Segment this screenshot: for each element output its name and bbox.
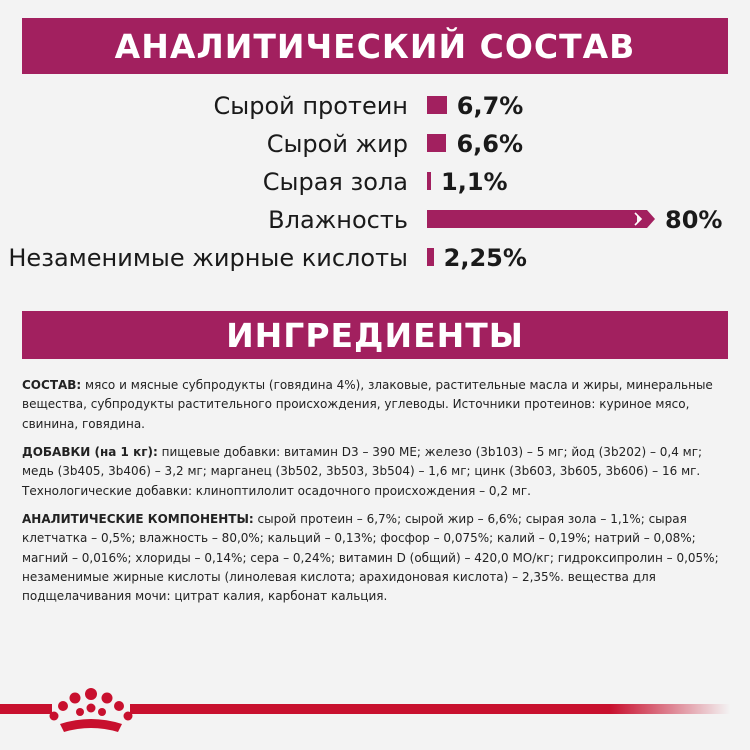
additives-paragraph [22,443,730,501]
analytic-title-banner [22,18,728,74]
composition-label: СОСТАВ: [22,378,82,392]
additives-label: ДОБАВКИ (на 1 кг): [22,445,158,459]
nutrient-label: Влажность [268,206,408,234]
nutrient-bar [427,210,637,228]
nutrient-bar [427,248,434,266]
footer-line-right [130,704,730,714]
nutrient-value: 6,7% [456,92,524,120]
nutrient-bar [427,134,446,152]
composition-paragraph [22,376,730,434]
nutrient-bar [427,172,431,190]
nutrient-row [0,164,750,200]
ingredients-title: ИНГРЕДИЕНТЫ [226,315,524,355]
analytic-title: АНАЛИТИЧЕСКИЙ СОСТАВ [114,26,636,66]
nutrient-value: 2,25% [443,244,527,272]
nutrient-row [0,126,750,162]
nutrient-bar [427,96,447,114]
bar-overflow-arrow-icon [633,210,655,228]
composition-text: мясо и мясные субпродукты (говядина 4%), злаковые, растительные масла и жиры, минеральные вещества, субпродукты растительного происхождения, углеводы. Источники протеинов: куриное мясо, свинина, говядина. [22,378,713,431]
nutrient-value: 6,6% [456,130,524,158]
nutrient-value: 1,1% [441,168,508,196]
nutrient-label: Сырая зола [262,168,408,196]
components-paragraph [22,510,730,606]
royal-canin-crown-icon [48,686,134,734]
nutrient-label: Сырой жир [266,130,408,158]
components-label: АНАЛИТИЧЕСКИЕ КОМПОНЕНТЫ: [22,512,254,526]
nutrient-label: Сырой протеин [213,92,408,120]
additives-text: пищевые добавки: витамин D3 – 390 МЕ; железо (3b103) – 5 мг; йод (3b202) – 0,4 мг; медь (3b405, 3b406) – 3,2 мг; марганец (3b502, 3b503, 3b504) – 1,6 мг; цинк (3b603, 3b605, 3b606) – 16 мг. Технологические добавки: клиноптилолит осадочного происхождения – 0,2 мг. [22,445,703,498]
nutrient-row [0,88,750,124]
nutrient-value: 80% [665,206,723,234]
nutrient-row [0,202,750,238]
nutrient-row [0,240,750,276]
ingredients-title-banner [22,311,728,359]
nutrient-label: Незаменимые жирные кислоты [8,244,408,272]
footer-line-left [0,704,52,714]
components-text: сырой протеин – 6,7%; сырой жир – 6,6%; сырая зола – 1,1%; сырая клетчатка – 0,5%; влажность – 80,0%; кальций – 0,13%; фосфор – 0,075%; калий – 0,19%; натрий – 0,08%; магний – 0,016%; хлориды – 0,14%; сера – 0,24%; витамин D (общий) – 420,0 МО/кг; гидроксипролин – 0,05%; незаменимые жирные кислоты (линолевая кислота; арахидоновая кислота) – 2,35%. вещества для подщелачивания мочи: цитрат калия, карбонат кальция. [22,512,719,604]
